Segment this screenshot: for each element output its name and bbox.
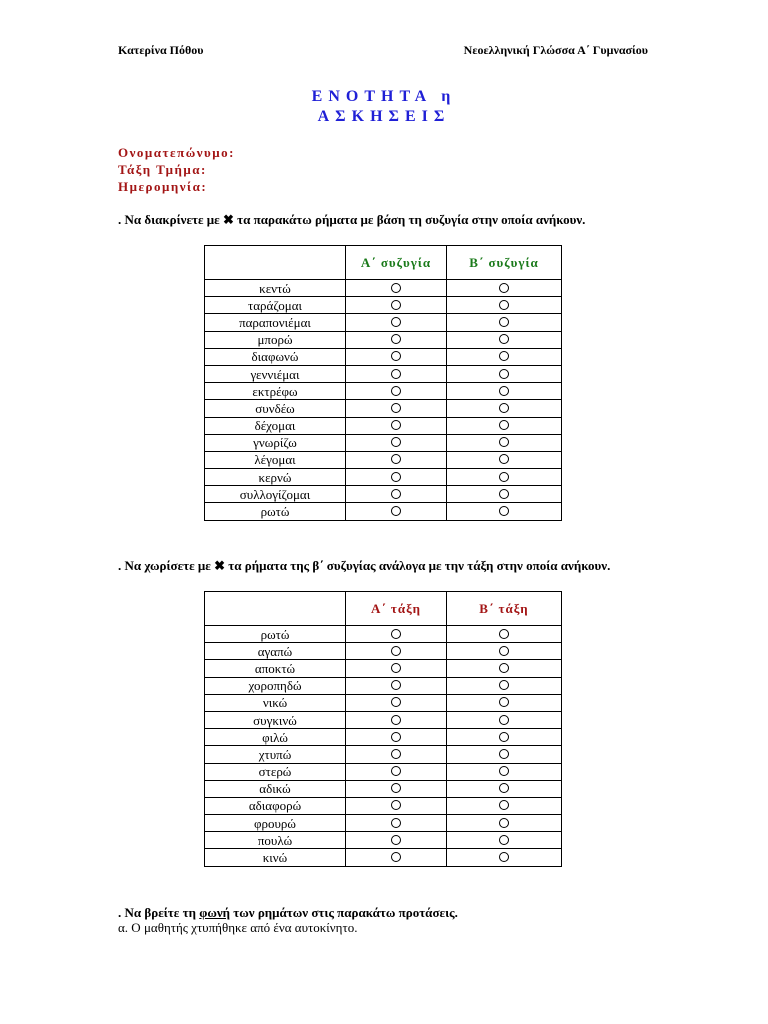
- radio-circle-icon[interactable]: [391, 800, 401, 810]
- option-a-cell: [346, 503, 447, 520]
- verb-cell: χτυπώ: [205, 746, 346, 763]
- verb-cell: κερνώ: [205, 469, 346, 486]
- option-b-cell: [447, 297, 562, 314]
- exercises-title: ΑΣΚΗΣΕΙΣ: [317, 108, 451, 125]
- radio-circle-icon[interactable]: [391, 317, 401, 327]
- radio-circle-icon[interactable]: [499, 697, 509, 707]
- class-table-body: [205, 626, 562, 867]
- radio-circle-icon[interactable]: [499, 749, 509, 759]
- conjugation-table: [204, 245, 562, 521]
- option-a-cell: [346, 434, 447, 451]
- radio-circle-icon[interactable]: [499, 300, 509, 310]
- option-b-cell: [447, 626, 562, 643]
- verb-cell: γνωρίζω: [205, 434, 346, 451]
- radio-circle-icon[interactable]: [499, 454, 509, 464]
- radio-circle-icon[interactable]: [391, 283, 401, 293]
- radio-circle-icon[interactable]: [499, 317, 509, 327]
- instruction-text-before: . Να βρείτε τη: [118, 905, 196, 920]
- option-b-cell: [447, 331, 562, 348]
- table-row: [205, 780, 562, 797]
- table-row: [205, 815, 562, 832]
- option-b-cell: [447, 434, 562, 451]
- course-name: Νεοελληνική Γλώσσα Α΄ Γυμνασίου: [463, 43, 648, 57]
- option-a-cell: [346, 643, 447, 660]
- verb-cell: φιλώ: [205, 729, 346, 746]
- table-row: [205, 314, 562, 331]
- table-row: [205, 694, 562, 711]
- verb-cell: φρουρώ: [205, 815, 346, 832]
- radio-circle-icon[interactable]: [499, 403, 509, 413]
- verb-cell: πουλώ: [205, 832, 346, 849]
- verb-cell: αδικώ: [205, 780, 346, 797]
- radio-circle-icon[interactable]: [391, 300, 401, 310]
- table-row: [205, 486, 562, 503]
- option-a-cell: [346, 815, 447, 832]
- option-b-cell: [447, 780, 562, 797]
- table-row: [205, 503, 562, 520]
- option-b-cell: [447, 763, 562, 780]
- table-row: [205, 626, 562, 643]
- radio-circle-icon[interactable]: [391, 472, 401, 482]
- option-b-cell: [447, 797, 562, 814]
- radio-circle-icon[interactable]: [499, 646, 509, 656]
- radio-circle-icon[interactable]: [499, 800, 509, 810]
- column-b-header: Β΄ συζυγία: [447, 246, 562, 280]
- radio-circle-icon[interactable]: [499, 437, 509, 447]
- radio-circle-icon[interactable]: [499, 386, 509, 396]
- table-row: [205, 832, 562, 849]
- radio-circle-icon[interactable]: [391, 437, 401, 447]
- radio-circle-icon[interactable]: [499, 334, 509, 344]
- verb-cell: στερώ: [205, 763, 346, 780]
- option-a-cell: [346, 832, 447, 849]
- radio-circle-icon[interactable]: [391, 454, 401, 464]
- table-row: [205, 797, 562, 814]
- option-b-cell: [447, 729, 562, 746]
- verb-column-header: [205, 592, 346, 626]
- verb-cell: εκτρέφω: [205, 383, 346, 400]
- table-row: [205, 365, 562, 382]
- option-b-cell: [447, 400, 562, 417]
- option-a-cell: [346, 348, 447, 365]
- table-row: [205, 643, 562, 660]
- radio-circle-icon[interactable]: [391, 506, 401, 516]
- option-b-cell: [447, 469, 562, 486]
- table-row: [205, 451, 562, 468]
- verb-cell: παραπονιέμαι: [205, 314, 346, 331]
- verb-cell: συνδέω: [205, 400, 346, 417]
- instruction-text-before: . Να χωρίσετε με: [118, 558, 211, 573]
- option-a-cell: [346, 660, 447, 677]
- verb-cell: ρωτώ: [205, 503, 346, 520]
- radio-circle-icon[interactable]: [499, 783, 509, 793]
- radio-circle-icon[interactable]: [391, 697, 401, 707]
- table-row: [205, 383, 562, 400]
- verb-cell: κινώ: [205, 849, 346, 866]
- radio-circle-icon[interactable]: [391, 852, 401, 862]
- option-b-cell: [447, 486, 562, 503]
- option-a-cell: [346, 746, 447, 763]
- verb-cell: αποκτώ: [205, 660, 346, 677]
- option-a-cell: [346, 469, 447, 486]
- verb-column-header: [205, 246, 346, 280]
- instruction-text-after: τα ρήματα της β΄ συζυγίας ανάλογα με την τάξη στην οποία ανήκουν.: [228, 558, 611, 573]
- option-b-cell: [447, 383, 562, 400]
- option-b-cell: [447, 417, 562, 434]
- instruction-text-after: των ρημάτων στις παρακάτω προτάσεις.: [233, 905, 458, 920]
- radio-circle-icon[interactable]: [499, 629, 509, 639]
- option-b-cell: [447, 849, 562, 866]
- radio-circle-icon[interactable]: [391, 334, 401, 344]
- radio-circle-icon[interactable]: [499, 835, 509, 845]
- option-b-cell: [447, 660, 562, 677]
- radio-circle-icon[interactable]: [499, 766, 509, 776]
- radio-circle-icon[interactable]: [391, 369, 401, 379]
- underlined-word: φωνή: [199, 905, 231, 920]
- class-table: [204, 591, 562, 867]
- column-a-header: Α΄ τάξη: [346, 592, 447, 626]
- table-row: [205, 677, 562, 694]
- radio-circle-icon[interactable]: [391, 351, 401, 361]
- option-b-cell: [447, 832, 562, 849]
- table-row: [205, 711, 562, 728]
- option-a-cell: [346, 711, 447, 728]
- table-row: [205, 763, 562, 780]
- option-b-cell: [447, 694, 562, 711]
- radio-circle-icon[interactable]: [499, 680, 509, 690]
- exercise-2-instruction: [118, 557, 652, 574]
- verb-cell: ρωτώ: [205, 626, 346, 643]
- table-row: [205, 849, 562, 866]
- conjugation-table-body: [205, 280, 562, 521]
- verb-cell: διαφωνώ: [205, 348, 346, 365]
- exercise-3-sentence-a: α. Ο μαθητής χτυπήθηκε από ένα αυτοκίνητο.: [118, 920, 358, 935]
- option-b-cell: [447, 503, 562, 520]
- radio-circle-icon[interactable]: [391, 732, 401, 742]
- option-a-cell: [346, 365, 447, 382]
- option-a-cell: [346, 280, 447, 297]
- table-row: [205, 331, 562, 348]
- radio-circle-icon[interactable]: [499, 489, 509, 499]
- verb-cell: αδιαφορώ: [205, 797, 346, 814]
- radio-circle-icon[interactable]: [391, 420, 401, 430]
- verb-cell: συγκινώ: [205, 711, 346, 728]
- option-a-cell: [346, 694, 447, 711]
- option-b-cell: [447, 348, 562, 365]
- table-row: [205, 434, 562, 451]
- radio-circle-icon[interactable]: [391, 818, 401, 828]
- column-b-header: Β΄ τάξη: [447, 592, 562, 626]
- radio-circle-icon[interactable]: [391, 835, 401, 845]
- option-b-cell: [447, 314, 562, 331]
- radio-circle-icon[interactable]: [499, 420, 509, 430]
- option-a-cell: [346, 797, 447, 814]
- instruction-text-after: τα παρακάτω ρήματα με βάση τη συζυγία στην οποία ανήκουν.: [237, 212, 586, 227]
- option-b-cell: [447, 746, 562, 763]
- option-a-cell: [346, 763, 447, 780]
- radio-circle-icon[interactable]: [391, 766, 401, 776]
- option-b-cell: [447, 711, 562, 728]
- option-a-cell: [346, 849, 447, 866]
- option-a-cell: [346, 400, 447, 417]
- date-field-label: Ημερομηνία:: [118, 179, 208, 194]
- table-row: [205, 348, 562, 365]
- unit-title: ΕΝΟΤΗΤΑ η: [311, 88, 457, 105]
- option-b-cell: [447, 365, 562, 382]
- option-a-cell: [346, 780, 447, 797]
- option-a-cell: [346, 451, 447, 468]
- radio-circle-icon[interactable]: [499, 472, 509, 482]
- radio-circle-icon[interactable]: [499, 663, 509, 673]
- option-a-cell: [346, 331, 447, 348]
- radio-circle-icon[interactable]: [499, 732, 509, 742]
- radio-circle-icon[interactable]: [499, 715, 509, 725]
- table-row: [205, 746, 562, 763]
- option-a-cell: [346, 297, 447, 314]
- option-a-cell: [346, 729, 447, 746]
- table-row: [205, 729, 562, 746]
- column-a-header: Α΄ συζυγία: [346, 246, 447, 280]
- student-info-fields: [118, 144, 235, 195]
- table-row: [205, 469, 562, 486]
- table-row: [205, 660, 562, 677]
- table-row: [205, 417, 562, 434]
- verb-cell: δέχομαι: [205, 417, 346, 434]
- cross-mark-icon: ✖: [222, 212, 234, 227]
- option-a-cell: [346, 486, 447, 503]
- radio-circle-icon[interactable]: [391, 680, 401, 690]
- table-row: [205, 297, 562, 314]
- author-name: Κατερίνα Πόθου: [118, 43, 204, 57]
- table-row: [205, 280, 562, 297]
- verb-cell: μπορώ: [205, 331, 346, 348]
- verb-cell: συλλογίζομαι: [205, 486, 346, 503]
- verb-cell: αγαπώ: [205, 643, 346, 660]
- verb-cell: λέγομαι: [205, 451, 346, 468]
- radio-circle-icon[interactable]: [391, 386, 401, 396]
- class-field-label: Τάξη Τμήμα:: [118, 162, 207, 177]
- verb-cell: χοροπηδώ: [205, 677, 346, 694]
- name-field-label: Ονοματεπώνυμο:: [118, 145, 235, 160]
- radio-circle-icon[interactable]: [391, 489, 401, 499]
- option-b-cell: [447, 280, 562, 297]
- instruction-text-before: . Να διακρίνετε με: [118, 212, 220, 227]
- option-a-cell: [346, 383, 447, 400]
- cross-mark-icon: ✖: [214, 558, 226, 573]
- verb-cell: κεντώ: [205, 280, 346, 297]
- verb-cell: νικώ: [205, 694, 346, 711]
- option-b-cell: [447, 643, 562, 660]
- radio-circle-icon[interactable]: [391, 715, 401, 725]
- option-a-cell: [346, 314, 447, 331]
- radio-circle-icon[interactable]: [391, 629, 401, 639]
- radio-circle-icon[interactable]: [499, 818, 509, 828]
- radio-circle-icon[interactable]: [391, 663, 401, 673]
- radio-circle-icon[interactable]: [391, 646, 401, 656]
- option-b-cell: [447, 815, 562, 832]
- radio-circle-icon[interactable]: [499, 852, 509, 862]
- radio-circle-icon[interactable]: [391, 749, 401, 759]
- table-row: [205, 400, 562, 417]
- option-a-cell: [346, 677, 447, 694]
- exercise-3-instruction: [118, 904, 652, 921]
- verb-cell: γεννιέμαι: [205, 365, 346, 382]
- radio-circle-icon[interactable]: [391, 783, 401, 793]
- exercise-1-instruction: [118, 211, 652, 228]
- radio-circle-icon[interactable]: [499, 283, 509, 293]
- radio-circle-icon[interactable]: [391, 403, 401, 413]
- radio-circle-icon[interactable]: [499, 351, 509, 361]
- radio-circle-icon[interactable]: [499, 369, 509, 379]
- verb-cell: ταράζομαι: [205, 297, 346, 314]
- option-a-cell: [346, 626, 447, 643]
- option-b-cell: [447, 451, 562, 468]
- option-b-cell: [447, 677, 562, 694]
- radio-circle-icon[interactable]: [499, 506, 509, 516]
- option-a-cell: [346, 417, 447, 434]
